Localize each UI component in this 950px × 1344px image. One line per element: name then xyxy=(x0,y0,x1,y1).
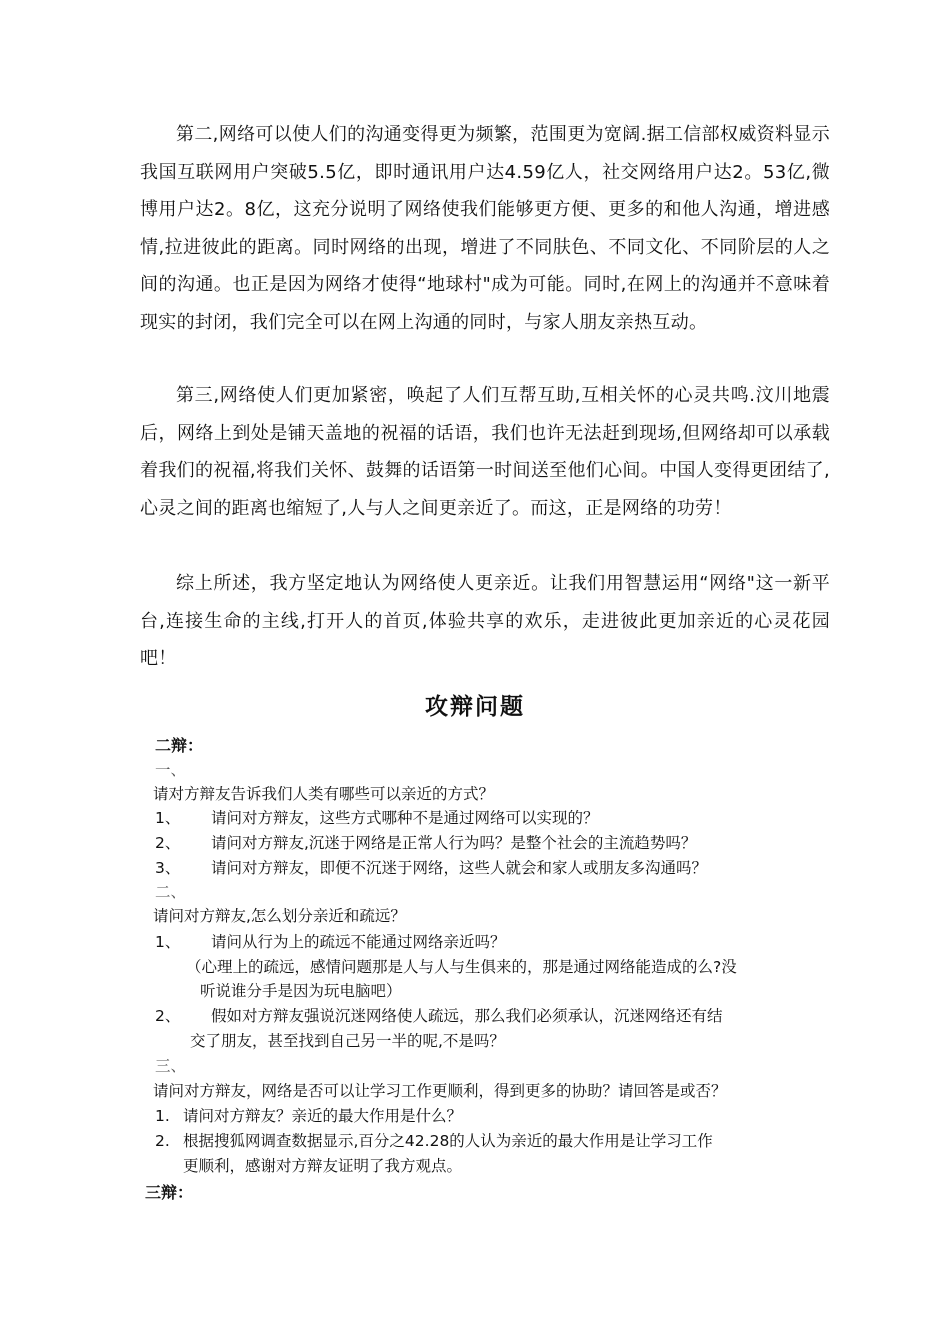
list-item xyxy=(155,831,696,855)
debate2-s3-label: 三、 xyxy=(155,1057,187,1075)
paragraph-second-point: 第二,网络可以使人们的沟通变得更为频繁，范围更为宽阔.据工信部权威资料显示我国互联网用户突破5.5亿，即时通讯用户达4.59亿人，社交网络用户达2。53亿,微博用户达2。8亿，这充分说明了网络使我们能够更方便、更多的和他人沟通，增进感情,拉进彼此的距离。同时网络的出现，增进了不同肤色、不同文化、不同阶层的人之间的沟通。也正是因为网络才使得“地球村"成为可能。同时,在网上的沟通并不意味着现实的封闭，我们完全可以在网上沟通的同时，与家人朋友亲热互动。 xyxy=(140,124,830,333)
list-text: 请问对方辩友？亲近的最大作用是什么？ xyxy=(183,1107,463,1125)
list-item-continuation: 更顺利，感谢对方辩友证明了我方观点。 xyxy=(183,1157,463,1175)
list-item-continuation: 交了朋友，甚至找到自己另一半的呢,不是吗？ xyxy=(190,1032,505,1050)
debate2-s2-question: 请问对方辩友,怎么划分亲近和疏远？ xyxy=(153,907,406,925)
debate2-s2-note-line1: （心理上的疏远，感情问题那是人与人与生俱来的，那是通过网络能造成的么?没 xyxy=(186,958,737,976)
list-text: 请问对方辩友，这些方式哪种不是通过网络可以实现的？ xyxy=(211,809,599,827)
list-item xyxy=(155,1004,723,1028)
list-number: 1、 xyxy=(155,933,181,951)
debate2-s3-question: 请问对方辩友，网络是否可以让学习工作更顺利，得到更多的协助？请回答是或否？ xyxy=(153,1082,727,1100)
debate2-s2-label: 二、 xyxy=(155,883,187,901)
list-number: 3、 xyxy=(155,859,181,877)
list-item xyxy=(155,1129,713,1153)
list-item xyxy=(155,930,506,954)
paragraph-third-point: 第三,网络使人们更加紧密，唤起了人们互帮互助,互相关怀的心灵共鸣.汶川地震后，网络上到处是铺天盖地的祝福的话语，我们也许无法赶到现场,但网络却可以承载着我们的祝福,将我们关怀、鼓舞的话语第一时间送至他们心间。中国人变得更团结了,心灵之间的距离也缩短了,人与人之间更亲近了。而这，正是网络的功劳！ xyxy=(140,385,830,519)
debate2-s2-note-line2: 听说谁分手是因为玩电脑吧） xyxy=(200,982,402,1000)
list-text: 请问对方辩友,沉迷于网络是正常人行为吗？是整个社会的主流趋势吗？ xyxy=(211,834,697,852)
list-text: 请问从行为上的疏远不能通过网络亲近吗？ xyxy=(211,933,506,951)
debate3-heading: 三辩： xyxy=(145,1183,194,1202)
list-item xyxy=(155,806,599,830)
list-text: 假如对方辩友强说沉迷网络使人疏远，那么我们必须承认，沉迷网络还有结 xyxy=(211,1007,723,1025)
list-item xyxy=(155,1104,462,1128)
paragraph-conclusion: 综上所述，我方坚定地认为网络使人更亲近。让我们用智慧运用“网络"这一新平台,连接生命的主线,打开人的首页,体验共享的欢乐，走进彼此更加亲近的心灵花园吧！ xyxy=(140,573,830,669)
section-title: 攻辩问题 xyxy=(425,694,525,720)
list-item xyxy=(155,856,707,880)
list-text: 请问对方辩友，即便不沉迷于网络，这些人就会和家人或朋友多沟通吗？ xyxy=(211,859,708,877)
list-number: 1、 xyxy=(155,809,181,827)
debate2-heading: 二辩： xyxy=(155,736,204,755)
debate2-s1-label: 一、 xyxy=(155,761,187,779)
list-number: 2、 xyxy=(155,834,181,852)
debate2-s1-question: 请对方辩友告诉我们人类有哪些可以亲近的方式？ xyxy=(153,785,495,803)
list-number: 2. xyxy=(155,1132,170,1150)
list-number: 1. xyxy=(155,1107,170,1125)
list-number: 2、 xyxy=(155,1007,181,1025)
list-text: 根据搜狐网调查数据显示,百分之42.28的人认为亲近的最大作用是让学习工作 xyxy=(183,1132,713,1150)
